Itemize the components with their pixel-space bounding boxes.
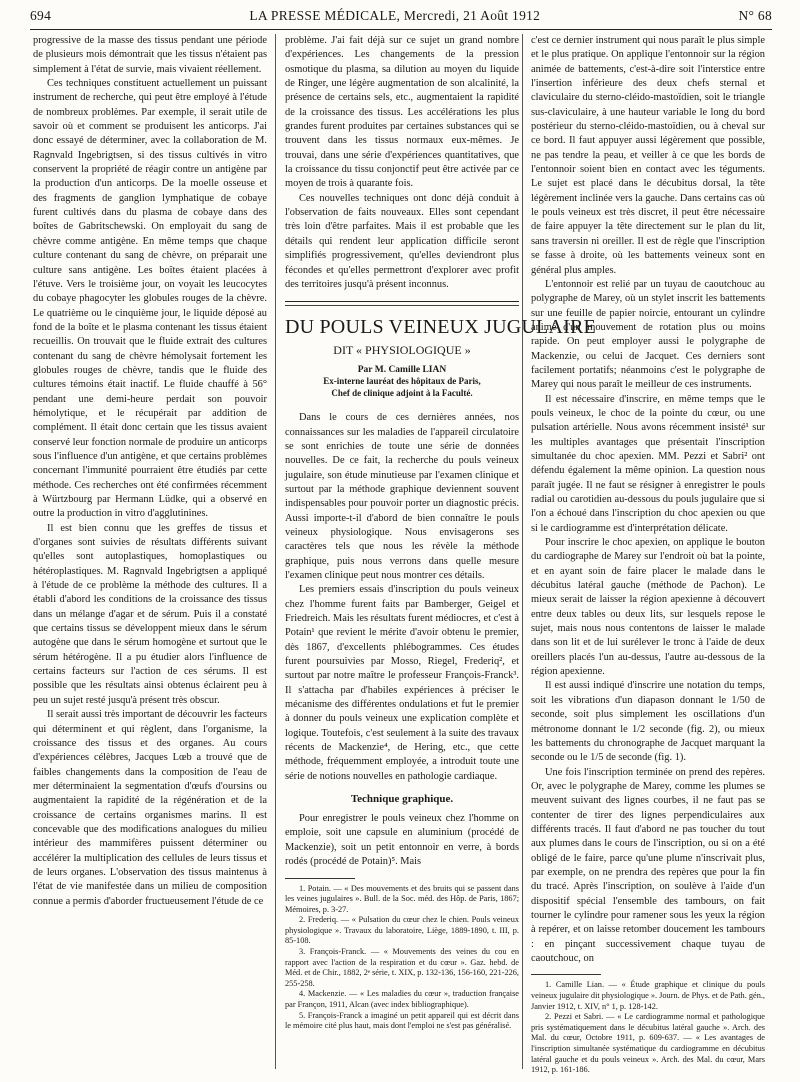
paragraph: progressive de la masse des tissus pendant une période de plusieurs mois démontrait que les tissus n'étaient pas simplement à l'état de survie, mais vivaient réellement.	[33, 35, 267, 75]
article-title: DU POULS VEINEUX JUGULAIRE	[285, 316, 596, 339]
footnote-rule	[285, 878, 355, 879]
paragraph: Il est aussi indiqué d'inscrire une notation du temps, soit les vibrations d'un diapason donnant le 1/50 de seconde, soit plus simplement les oscillations d'un métronome donnant le 1/2 seconde (fig. 2), ou mieux les battements du chronographe de Jacquet marquant la seconde ou le 1/5 de seconde (fig. 1).	[531, 680, 765, 764]
paragraph: Dans le cours de ces dernières années, nos connaissances sur les maladies de l'appareil circulatoire se sont enrichies de toute une série de données nouvelles. De ce fait, la recherche du pouls veineux jugulaire, son étude minutieuse par l'examen clinique et surtout par la méthode graphique deviennent souvent indispensables pour pouvoir porter un diagnostic précis. Aussi importe-t-il d'abord de bien connaître le pouls veineux physiologique. Nous envisagerons ses caractères tels que nous les révèle la méthode graphique, puis nous verrons dans quelle mesure l'examen clinique peut nous montrer ces détails.	[285, 412, 519, 581]
paragraph: Pour inscrire le choc apexien, on applique le bouton du cardiographe de Marey sur l'endroit où bat la pointe, et en ayant soin de faire placer le malade dans le décubitus latéral gauche (méthode de Pachon). Le mieux serait de laisser la région apexienne à découvert entre deux tables ou deux lits, sur lesquels repose le sujet, mais nous nous contentons de laisser le malade dans son lit et de lui surélever le tronc à l'aide de deux oreillers placés l'un au-dessus, l'autre au-dessous de la région apexienne.	[531, 537, 765, 678]
footnote: 4. Mackenzie. — « Les maladies du cœur », traduction française par Françon, 1911, Alcan (avec index bibliographique).	[285, 989, 519, 1010]
paragraph: Une fois l'inscription terminée on prend des repères. Or, avec le polygraphe de Marey, comme les plumes se meuvent suivant des lignes courbes, il ne faut pas se contenter de tirer des lignes perpendiculaires aux différents tracés. Il faut d'abord ne pas toucher du tout aux plumes dans le cours de l'inscription, ou si on a été obligé de le faire, parce qu'une plume n'inscrivait plus, par exemple, on ne prendra des repères que pour la fin du tracé. Après l'inscription, on soulève à l'aide d'un dispositif spécial l'ensemble des tambours, on fait tourner le cylindre pour ramener sous les yeux la région à repérer, et on laisse retomber doucement les tambours : en pinçant successivement chaque tuyau de caoutchouc, on	[531, 766, 765, 964]
column-divider	[275, 34, 276, 1069]
page-number: 694	[30, 8, 52, 23]
footnote: 3. François-Franck. — « Mouvements des veines du cou en rapport avec l'action de la respiration et du cœur ». Gaz. hebd. de Méd. et de Chir., 1882, 2ᵉ série, t. XIX, p. 132-136, 156-160, 221-226, 255-258.	[285, 947, 519, 988]
paragraph: Les premiers essais d'inscription du pouls veineux chez l'homme furent faits par Bamberger, Geigel et Friedreich. Mais les résultats furent médiocres, et c'est à Potain¹ que revient le mérite d'avoir obtenu le premier, dès 1867, d'excellents phlébogrammes. Ces études furent poursuivies par Mosso, Riegel, Frederiq², et surtout par notre maître le professeur François-Franck³. Il s'attacha par d'habiles expériences à préciser le mécanisme des différentes ondulations et fut le premier à donner du pouls veineux une explication complète et logique. Toutefois, c'est seulement à la suite des travaux récents de Mackenzie⁴, de Hering, etc., que cette méthode, fréquemment employée, a introduit toute une série de notions nouvelles en pathologie cardiaque.	[285, 584, 519, 782]
issue-number: N° 68	[738, 8, 772, 23]
paragraph: L'entonnoir est relié par un tuyau de caoutchouc au polygraphe de Marey, où un stylet inscrit les battements sur une feuille de papier noircie, entourant un cylindre animé d'un mouvement de rotation plus ou moins rapide. On peut employer aussi le polygraphe de Mackenzie, ou celui de Jacquet. Ces derniers sont facilement portatifs; néanmoins c'est le polygraphe de Marey qui nous paraît le meilleur de ces instruments.	[531, 278, 765, 391]
affiliation-line: Ex-interne lauréat des hôpitaux de Paris,	[323, 376, 481, 387]
column-3	[531, 34, 765, 1074]
affiliation-line: Chef de clinique adjoint à la Faculté.	[331, 387, 473, 398]
paragraph: c'est ce dernier instrument qui nous paraît le plus simple et le plus pratique. On applique l'entonnoir sur la région animée de battements, c'est-à-dire soit l'interstice entre l'insertion inférieure des deux chefs sternal et claviculaire du sterno-cléido-mastoïdien, soit le triangle sus-claviculaire, à une hauteur variable le long du bord postérieur du sterno-cléido-mastoïdien, ou à cheval sur ce bord. Il faut appuyer aussi légèrement que possible, ne pas tendre la peau, et veiller à ce que les bords de l'entonnoir soient bien en contact avec les téguments. Le sujet est placé dans le décubitus dorsal, la tête légèrement inclinée vers la gauche. Dans certains cas où le pouls veineux est très discret, il peut être nécessaire de faire appuyer la tête directement sur le plan du lit, sans traversin ni oreiller. Il est de règle que l'inscription se fasse à droite, où les battements veineux sont en général plus amples.	[531, 35, 765, 276]
column-2	[285, 34, 596, 1074]
paragraph: Il est nécessaire d'inscrire, en même temps que le pouls veineux, le choc de la pointe du cœur, ou une pulsation artérielle. Nous avons récemment insisté¹ sur les multiples avantages que présentait l'inscription simultanée du choc apexien. MM. Pezzi et Sabri² ont défendu également la même opinion. La question nous paraît jugée. Il ne faut se résigner à enregistrer le pouls radial ou carotidien au-dessous du pouls jugulaire que si l'on a échoué dans l'inscription du choc apexien ou que si le cardiogramme est d'interprétation délicate.	[531, 393, 765, 534]
journal-title: LA PRESSE MÉDICALE, Mercredi, 21 Août 1912	[249, 8, 541, 23]
page-header	[30, 4, 772, 28]
author-affiliation	[285, 376, 519, 399]
article-author: Par M. Camille LIAN	[357, 365, 447, 376]
footnote: 1. Potain. — « Des mouvements et des bruits qui se passent dans les veines jugulaires ». Bull. de la Soc. méd. des Hôp. de Paris, 1867; Mémoires, p. 3-27.	[285, 883, 519, 914]
column-divider	[522, 34, 523, 1069]
footnote-rule	[531, 974, 601, 975]
column-1	[33, 34, 267, 1074]
article-rule	[285, 305, 519, 306]
footnote: 2. Frederiq. — « Pulsation du cœur chez le chien. Pouls veineux physiologique ». Travaux du laboratoire, Liège, 1889-1890, t. III, p. 85-108.	[285, 915, 519, 946]
paragraph: problème. J'ai fait déjà sur ce sujet un grand nombre d'expériences. Les changements de la pression osmotique du plasma, sa dilution au moyen du liquide de Ringer, une légère augmentation de son alcalinité, la présence de certains sels, etc., augmentaient la rapidité de la croissance des tissus. Les accélérations les plus grandes furent produites par certaines substances qui se trouvent dans les tissus normaux eux-mêmes. Je trouvai, dans une série d'expériences quantitatives, que la croissance du tissu conjonctif peut être activée par ce moyen de trois à quarante fois.	[285, 35, 519, 190]
section-heading: Technique graphique.	[350, 793, 454, 806]
paragraph: Ces techniques constituent actuellement un puissant instrument de recherche, qui peut être employé à l'étude de nombreux problèmes. Par exemple, il serait utile de savoir où et comment se produisent les anticorps. J'ai donc essayé de déterminer, avec la collaboration de M. Ragnvald Ingebrigtsen, si des tissus cultivés in vitro conservent la propriété de réagir contre un antigène par la production d'un anticorps. De la moelle osseuse et des fragments de ganglion lymphatique de cobaye furent cultivés dans du plasma de cobaye dans des boîtes de Gabritschewski. On employait du sang de chèvre comme antigène. En même temps que chaque culture contenant du sang de chèvre, on préparait une culture sans antigène. Les boîtes étaient placées à l'étuve. Vers le troisième jour, on voyait les leucocytes du cobaye phagocyter les globules rouges de la chèvre. Le quatrième ou le cinquième jour, le liquide déposé au fond de la boîte et le plasma contenant les tissus étaient recueillis. On trouvait que le fluide extrait des cultures contenant du sang de chèvre hémolysait fortement les globules rouges de chèvre, tandis que le fluide des cultures témoins était inactif. Le fluide chauffé à 56° pendant une demi-heure perdait son pouvoir hémolytique, et le récupérait par addition de complément. Il était donc certain que les tissus avaient conservé leur fonction normale de produire un anticorps sous l'influence d'un antigène, et que certains problèmes concernant l'immunité pourraient être étudiés par cette méthode. Ces recherches ont été confirmées récemment à Würtzbourg par Hermann Lüdke, qui a observé en outre la production in vitro d'agglutinines.	[33, 78, 267, 520]
footnote: 1. Camille Lian. — « Étude graphique et clinique du pouls veineux jugulaire dit physiologique ». Journ. de Phys. et de Path. gén., Janvier 1912, t. XIV, n° 1, p. 128-142.	[531, 980, 765, 1011]
header-rule	[30, 29, 772, 30]
paragraph: Ces nouvelles techniques ont donc déjà conduit à l'observation de faits nouveaux. Elles sont cependant très loin d'être parfaites. Mais il est probable que les détails qui rendent leur application difficile seront simplifiés progressivement, qu'elles deviendront plus fécondes et qu'elles permettront d'explorer avec profit des territoires jusqu'à présent inconnus.	[285, 192, 519, 290]
article-subtitle: DIT « PHYSIOLOGIQUE »	[333, 343, 471, 358]
footnote: 5. François-Franck a imaginé un petit appareil qui est décrit dans le mémoire cité plus haut, mais dont l'emploi ne s'est pas généralisé.	[285, 1010, 519, 1031]
footnote: 2. Pezzi et Sabri. — « Le cardiogramme normal et pathologique pris systématiquement dans le décubitus latéral gauche ». Arch. des Mal. du cœur, Octobre 1911, p. 609-637. — « Les avantages de l'inscription simultanée systématique du cardiogramme en décubitus latéral gauche et du pouls veineux ». Arch. des Mal. du cœur, Mars 1912, p. 161-186.	[531, 1012, 765, 1075]
paragraph: Pour enregistrer le pouls veineux chez l'homme on emploie, soit une capsule en aluminium (procédé de Mackenzie), soit un petit entonnoir en verre, à bords rodés (procédé de Potain)⁵. Mais	[285, 813, 519, 868]
paragraph: Il serait aussi très important de découvrir les facteurs qui déterminent et qui règlent, dans l'organisme, la croissance des tissus et des organes. Au cours d'expériences célèbres, Jacques Lœb a trouvé que de faibles changements dans la composition de l'eau de mer déterminaient la segmentation d'œufs d'oursins ou augmentaient la rapidité de la régénération et de la croissance de certains organismes marins. Il est concevable que des modifications analogues du milieu intérieur des mammifères puissent déterminer ou accélérer la multiplication des cellules de leurs tissus et de leurs organes. L'observation des tissus maintenus à l'état de vie manifestée dans un milieu de composition connue a permis d'aborder fructueusement l'étude de ce	[33, 709, 267, 907]
paragraph: Il est bien connu que les greffes de tissus et d'organes sont suivies de résultats différents suivant qu'elles sont autoplastiques, homoplastiques ou hétéroplastiques. M. Ragnvald Ingebrigtsen a appliqué à l'étude de ce problème la méthode des cultures. Il a établi d'abord les conditions de la croissance des tissus dans un mélange d'agar et de sérum. Puis il a constaté que certains tissus se développent mieux dans le sérum autogène que dans le sérum homogène et surtout que le sérum hétérogène. Il a pu étudier alors l'influence de certains facteurs sur l'action de ces sérums. Il est possible que les résultats ainsi obtenus éclairent peu à peu un sujet resté jusqu'à présent très obscur.	[33, 522, 267, 706]
article-rule	[285, 301, 519, 302]
